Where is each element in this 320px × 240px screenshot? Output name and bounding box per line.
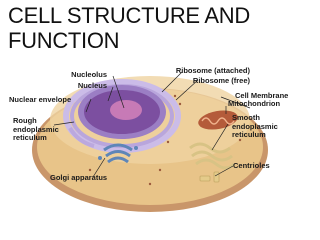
label-smooth-er: [232, 114, 278, 140]
label-smooth-er-line-1: Smooth: [232, 113, 260, 122]
label-smooth-er-line-2: endoplasmic: [232, 121, 278, 131]
nucleolus-shape: [110, 100, 142, 120]
label-mitochondrion: Mitochondrion: [228, 99, 281, 108]
label-golgi-apparatus: Golgi apparatus: [50, 173, 108, 182]
label-nucleus: Nucleus: [77, 81, 107, 90]
label-rough-er: [13, 117, 59, 143]
label-nuclear-envelope: Nuclear envelope: [9, 95, 72, 104]
label-rough-er-line-3: reticulum: [13, 133, 47, 142]
label-ribosome-free: Ribosome (free): [192, 76, 250, 85]
label-ribosome-attached: Ribosome (attached): [175, 66, 250, 75]
label-centrioles: Centrioles: [233, 161, 270, 170]
title-line-2: FUNCTION: [8, 28, 120, 53]
label-rough-er-line-2: endoplasmic: [13, 124, 59, 134]
title-line-1: CELL STRUCTURE AND: [8, 3, 250, 28]
label-smooth-er-line-3: reticulum: [232, 130, 266, 139]
label-nucleolus: Nucleolus: [71, 70, 107, 79]
label-cell-membrane: Cell Membrane: [235, 91, 289, 100]
label-rough-er-line-1: Rough: [13, 116, 37, 125]
